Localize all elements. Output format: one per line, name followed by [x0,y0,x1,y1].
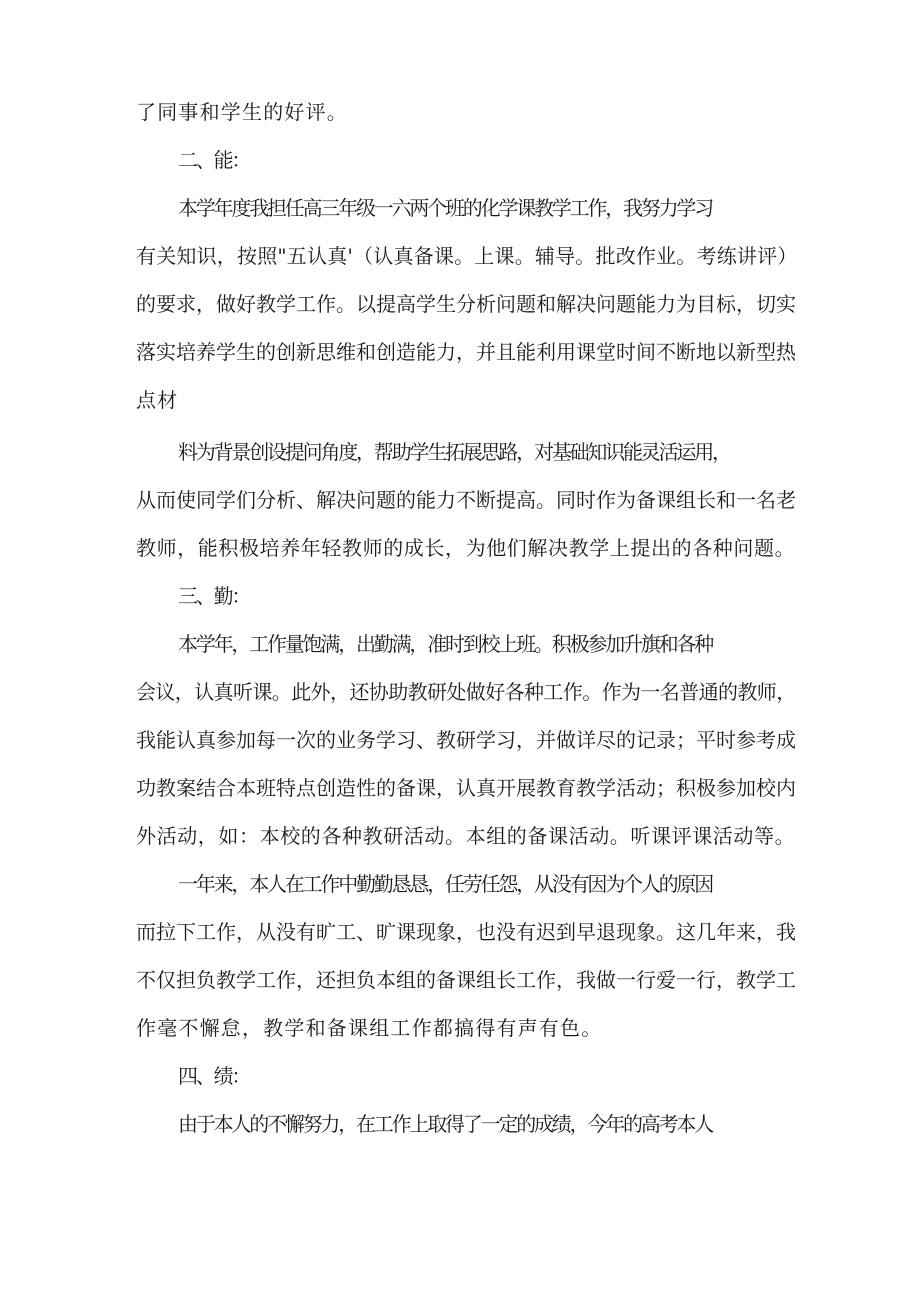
text-line: 料为背景创设提问角度，帮助学生拓展思路，对基础知识能灵活运用， [178,440,730,464]
text-line: 落实培养学生的创新思维和创造能力，并且能利用课堂时间不断地以新型热 [136,340,796,364]
text-line: 有关知识，按照"五认真'（认真备课。上课。辅导。批改作业。考练讲评） [136,244,798,268]
text-line: 本学年度我担任高三年级一六两个班的化学课教学工作，我努力学习 [178,196,712,220]
text-line: 本学年，工作量饱满，出勤满，准时到校上班。积极参加升旗和各种 [178,632,712,656]
text-line: 了同事和学生的好评。 [136,100,348,124]
text-line: 外活动，如：本校的各种教研活动。本组的备课活动。听课评课活动等。 [136,824,796,848]
text-line: 而拉下工作，从没有旷工、旷课现象，也没有迟到早退现象。这几年来，我 [136,920,796,944]
section-heading-qin: 三、勤： [178,584,250,608]
text-line: 一年来，本人在工作中勤勤恳恳，任劳任怨，从没有因为个人的原因 [178,872,712,896]
text-line: 不仅担负教学工作，还担负本组的备课组长工作，我做一行爱一行，教学工 [136,968,796,992]
text-line: 我能认真参加每一次的业务学习、教研学习，并做详尽的记录；平时参考成 [136,728,796,752]
text-line: 教师，能积极培养年轻教师的成长，为他们解决教学上提出的各种问题。 [136,536,796,560]
text-line: 从而使同学们分析、解决问题的能力不断提高。同时作为备课组长和一名老 [136,488,796,512]
text-line: 会议，认真听课。此外，还协助教研处做好各种工作。作为一名普通的教师， [136,680,796,704]
text-line: 由于本人的不懈努力，在工作上取得了一定的成绩，今年的高考本人 [178,1112,712,1136]
text-line: 点材 [136,388,179,412]
text-line: 作毫不懈怠，教学和备课组工作都搞得有声有色。 [136,1016,603,1040]
section-heading-ji: 四、绩： [178,1064,250,1088]
section-heading-neng: 二、能： [178,148,250,172]
text-line: 的要求，做好教学工作。以提高学生分析问题和解决问题能力为目标，切实 [136,292,796,316]
text-line: 功教案结合本班特点创造性的备课，认真开展教育教学活动；积极参加校内 [136,776,796,800]
